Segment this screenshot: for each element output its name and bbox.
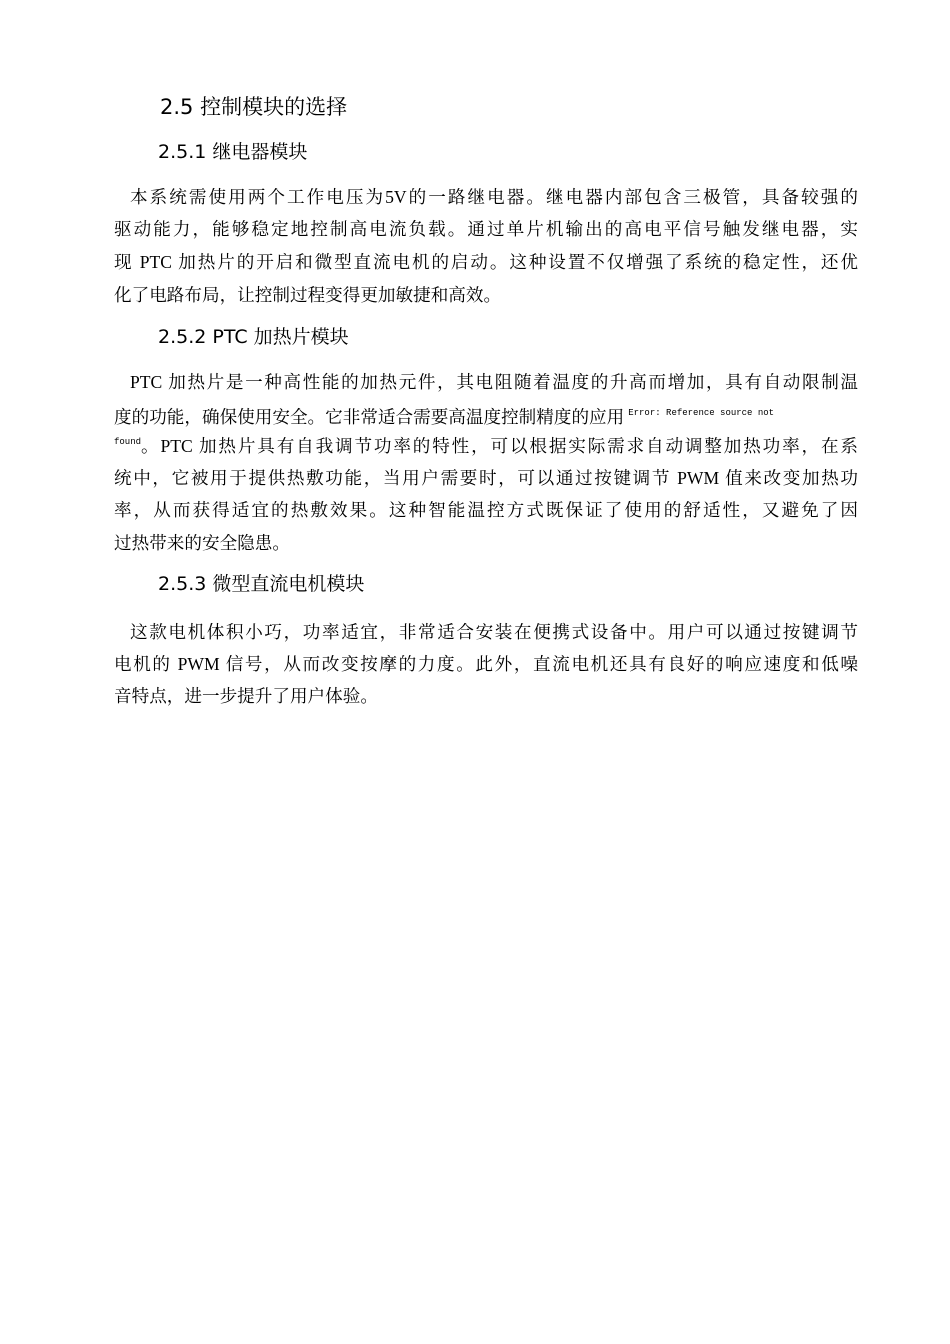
- reference-error: Error: Reference source not: [628, 408, 775, 418]
- subsection-heading-relay: 2.5.1 继电器模块: [158, 141, 308, 163]
- reference-error: found: [114, 437, 142, 447]
- paragraph-text: 度的功能，确保使用安全。它非常适合需要高温度控制精度的应用: [114, 407, 625, 427]
- paragraph-line: 化了电路布局，让控制过程变得更加敏捷和高效。: [114, 285, 502, 305]
- paragraph-line: 现 PTC 加热片的开启和微型直流电机的启动。这种设置不仅增强了系统的稳定性，还优: [114, 252, 858, 272]
- paragraph-line: 过热带来的安全隐患。: [114, 533, 290, 553]
- subsection-heading-ptc: 2.5.2 PTC 加热片模块: [158, 326, 349, 348]
- paragraph-line: 电机的 PWM 信号，从而改变按摩的力度。此外，直流电机还具有良好的响应速度和低噪: [114, 654, 858, 674]
- section-heading: 2.5 控制模块的选择: [160, 95, 348, 119]
- paragraph-line: PTC 加热片是一种高性能的加热元件，其电阻随着温度的升高而增加，具有自动限制温: [130, 372, 858, 392]
- paragraph-line: 音特点，进一步提升了用户体验。: [114, 686, 378, 706]
- paragraph-line-with-ref: [114, 402, 858, 427]
- paragraph-line: 统中，它被用于提供热敷功能，当用户需要时，可以通过按键调节 PWM 值来改变加热功: [114, 468, 858, 488]
- paragraph-line: 本系统需使用两个工作电压为5V的一路继电器。继电器内部包含三极管，具备较强的: [130, 187, 858, 207]
- subsection-heading-motor: 2.5.3 微型直流电机模块: [158, 573, 365, 595]
- paragraph-line: 率，从而获得适宜的热敷效果。这种智能温控方式既保证了使用的舒适性，又避免了因: [114, 500, 858, 520]
- paragraph-line-with-ref: [114, 435, 858, 457]
- paragraph-line: 这款电机体积小巧，功率适宜，非常适合安装在便携式设备中。用户可以通过按键调节: [130, 622, 858, 642]
- paragraph-text: 。PTC 加热片具有自我调节功率的特性，可以根据实际需求自动调整加热功率，在系: [141, 436, 858, 456]
- paragraph-line: 驱动能力，能够稳定地控制高电流负载。通过单片机输出的高电平信号触发继电器，实: [114, 219, 858, 239]
